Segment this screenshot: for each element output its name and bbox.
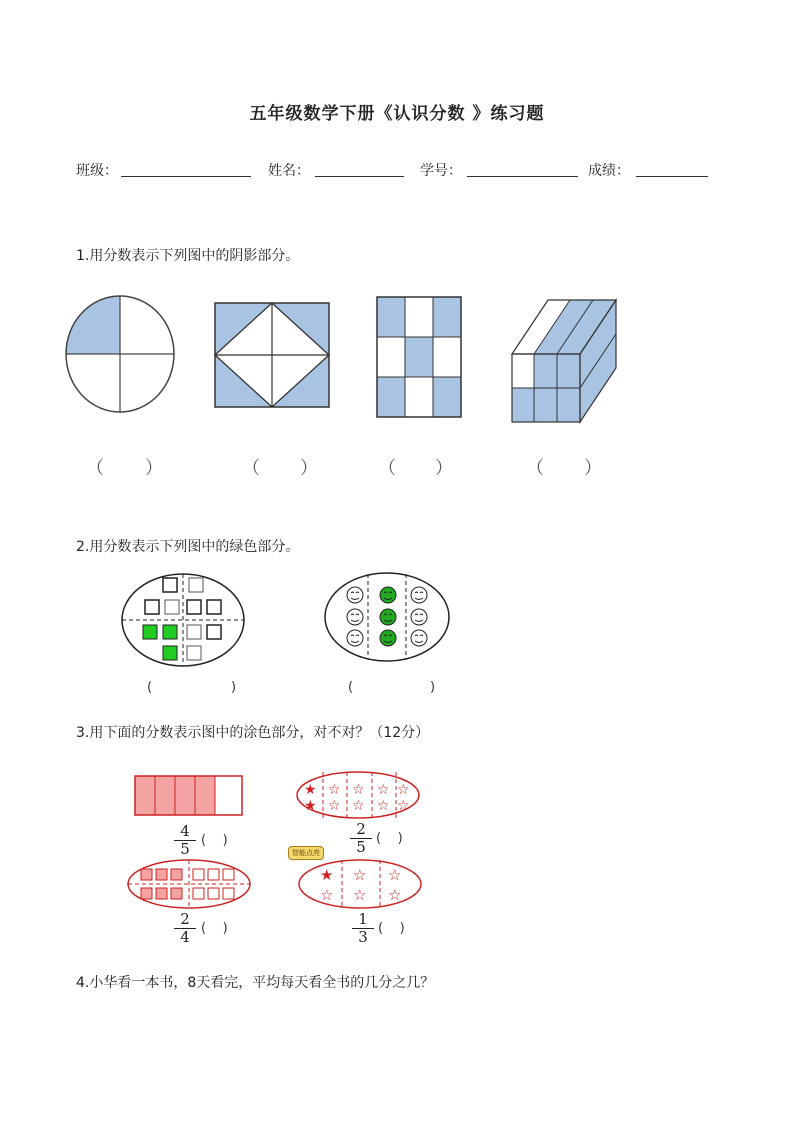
oval-squares-quarters-figure [127,858,251,910]
class-field[interactable] [121,160,251,177]
question-2: 2.用分数表示下列图中的绿色部分。 [76,539,300,555]
svg-text:☆: ☆ [397,798,410,814]
fraction-2-5: 2 5 [350,822,372,855]
oval-squares-figure [121,572,245,668]
score-label: 成绩： [588,163,630,179]
svg-text:☆: ☆ [328,798,341,814]
answer-paren-close: ) [430,680,436,695]
answer-paren-open: （ [526,458,544,479]
svg-text:☆: ☆ [320,886,334,904]
answer-paren-close: ) [231,680,237,695]
svg-text:☆: ☆ [388,866,402,884]
answer-paren-open: （ [242,458,260,479]
answer-blank[interactable]: ( ) [376,831,403,846]
fraction-1-3: 1 3 [352,912,374,945]
answer-paren-close: ） [145,458,163,479]
answer-blank[interactable]: ( ) [201,921,228,936]
answer-paren-close: ） [300,458,318,479]
answer-blank[interactable]: ( ) [201,833,228,848]
circle-figure [64,294,176,414]
question-3: 3.用下面的分数表示图中的涂色部分，对不对？（12分） [76,725,430,741]
answer-blank[interactable]: ( ) [378,921,405,936]
svg-text:☆: ☆ [352,798,365,814]
grid-figure [376,296,462,418]
svg-text:☆: ☆ [397,782,410,798]
svg-text:★: ★ [304,782,317,798]
answer-paren-close: ） [435,458,453,479]
question-4: 4.小华看一本书，8天看完，平均每天看全书的几分之几？ [76,975,435,991]
svg-text:☆: ☆ [377,798,390,814]
oval-stars-fifths-figure [296,770,420,820]
score-field[interactable] [636,160,708,177]
fraction-4-5: 4 5 [174,824,196,857]
page-title: 五年级数学下册《认识分数 》练习题 [249,104,545,124]
cuboid-figure [510,298,620,424]
logo-badge: 智能点亮 [288,846,324,860]
oval-stars-thirds-figure [298,858,422,910]
class-label: 班级： [76,163,118,179]
bar-fifths-figure [134,775,244,817]
answer-paren-open: （ [378,458,396,479]
answer-paren-open: （ [86,458,104,479]
svg-text:★: ★ [304,798,317,814]
id-field[interactable] [467,160,578,177]
question-1: 1.用分数表示下列图中的阴影部分。 [76,248,300,264]
svg-text:☆: ☆ [352,782,365,798]
square-diamond-figure [214,302,330,408]
fraction-2-4: 2 4 [174,912,196,945]
svg-text:☆: ☆ [353,866,367,884]
svg-text:★: ★ [320,866,334,884]
svg-text:☆: ☆ [328,782,341,798]
answer-paren-close: ） [584,458,602,479]
answer-paren-open: ( [348,680,354,695]
name-label: 姓名： [268,163,310,179]
svg-text:☆: ☆ [388,886,402,904]
svg-text:☆: ☆ [353,886,367,904]
answer-paren-open: ( [147,680,153,695]
svg-text:☆: ☆ [377,782,390,798]
name-field[interactable] [315,160,404,177]
oval-faces-figure [324,572,450,662]
id-label: 学号： [420,163,462,179]
